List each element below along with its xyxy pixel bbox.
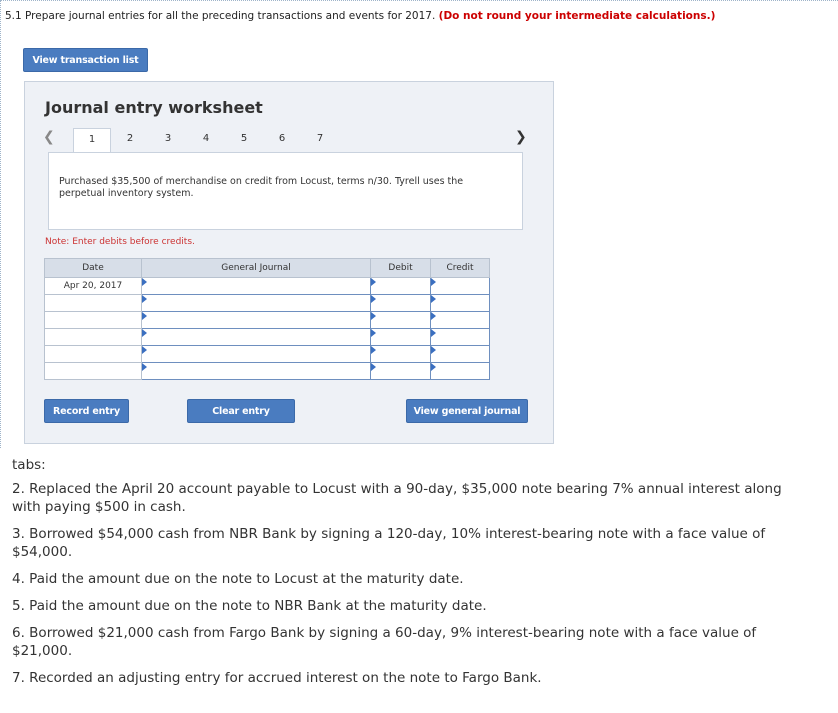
journal-table xyxy=(44,258,490,380)
credit-input[interactable] xyxy=(431,312,490,329)
credit-input[interactable] xyxy=(431,363,490,380)
worksheet-title: Journal entry worksheet xyxy=(45,98,263,117)
date-cell xyxy=(45,295,142,312)
date-cell xyxy=(45,346,142,363)
table-row xyxy=(45,329,490,346)
journal-entry-worksheet xyxy=(24,81,554,444)
instruction-emphasis: (Do not round your intermediate calculations.) xyxy=(438,10,716,22)
instruction-text: 5.1 Prepare journal entries for all the preceding transactions and events for 2017. xyxy=(5,10,436,22)
table-row xyxy=(45,312,490,329)
header-debit: Debit xyxy=(371,259,431,278)
chevron-left-icon[interactable]: ❮ xyxy=(43,129,55,145)
tabs-label: tabs: xyxy=(12,457,46,473)
transaction-list xyxy=(12,480,782,696)
table-header-row xyxy=(45,259,490,278)
date-cell xyxy=(45,329,142,346)
instruction xyxy=(5,10,715,22)
frame-top-border xyxy=(0,0,838,1)
credit-input[interactable] xyxy=(431,346,490,363)
account-input[interactable] xyxy=(142,278,371,295)
transaction-description: Purchased $35,500 of merchandise on credit from Locust, terms n/30. Tyrell uses the perpetual inventory system. xyxy=(59,176,464,199)
debit-input[interactable] xyxy=(371,295,431,312)
debit-input[interactable] xyxy=(371,312,431,329)
record-entry-button[interactable]: Record entry xyxy=(44,399,129,423)
date-cell: Apr 20, 2017 xyxy=(45,278,142,295)
debit-input[interactable] xyxy=(371,278,431,295)
table-row xyxy=(45,278,490,295)
table-row xyxy=(45,363,490,380)
view-general-journal-button[interactable]: View general journal xyxy=(406,399,528,423)
page-tab-6[interactable]: 6 xyxy=(278,133,286,144)
table-row xyxy=(45,346,490,363)
page-tabs xyxy=(73,128,339,152)
table-row xyxy=(45,295,490,312)
page-tab-1[interactable]: 1 xyxy=(73,128,111,153)
page-tab-4[interactable]: 4 xyxy=(202,133,210,144)
header-general-journal: General Journal xyxy=(142,259,371,278)
page-tab-5[interactable]: 5 xyxy=(240,133,248,144)
page-tab-3[interactable]: 3 xyxy=(164,133,172,144)
header-date: Date xyxy=(45,259,142,278)
view-transaction-list-button[interactable]: View transaction list xyxy=(23,48,148,72)
list-item: 6. Borrowed $21,000 cash from Fargo Bank by signing a 60-day, 9% interest-bearing note with a face value of $21,000. xyxy=(12,625,757,659)
list-item: 5. Paid the amount due on the note to NBR Bank at the maturity date. xyxy=(12,598,487,614)
credit-input[interactable] xyxy=(431,295,490,312)
page-tab-7[interactable]: 7 xyxy=(316,133,324,144)
list-item: 4. Paid the amount due on the note to Locust at the maturity date. xyxy=(12,571,464,587)
account-input[interactable] xyxy=(142,346,371,363)
account-input[interactable] xyxy=(142,363,371,380)
debit-input[interactable] xyxy=(371,363,431,380)
account-input[interactable] xyxy=(142,295,371,312)
credit-input[interactable] xyxy=(431,329,490,346)
clear-entry-button[interactable]: Clear entry xyxy=(187,399,295,423)
list-item: 7. Recorded an adjusting entry for accrued interest on the note to Fargo Bank. xyxy=(12,670,542,686)
frame-left-border xyxy=(0,0,1,448)
debit-input[interactable] xyxy=(371,346,431,363)
account-input[interactable] xyxy=(142,329,371,346)
transaction-description-box xyxy=(48,152,523,230)
chevron-right-icon[interactable]: ❯ xyxy=(515,129,527,145)
date-cell xyxy=(45,312,142,329)
credit-input[interactable] xyxy=(431,278,490,295)
account-input[interactable] xyxy=(142,312,371,329)
list-item: 2. Replaced the April 20 account payable to Locust with a 90-day, $35,000 note bearing 7% annual interest along with paying $500 in cash. xyxy=(12,481,782,515)
debit-credit-note: Note: Enter debits before credits. xyxy=(45,237,195,247)
header-credit: Credit xyxy=(431,259,490,278)
date-cell xyxy=(45,363,142,380)
debit-input[interactable] xyxy=(371,329,431,346)
list-item: 3. Borrowed $54,000 cash from NBR Bank by signing a 120-day, 10% interest-bearing note with a face value of $54,000. xyxy=(12,526,766,560)
page-tab-2[interactable]: 2 xyxy=(126,133,134,144)
